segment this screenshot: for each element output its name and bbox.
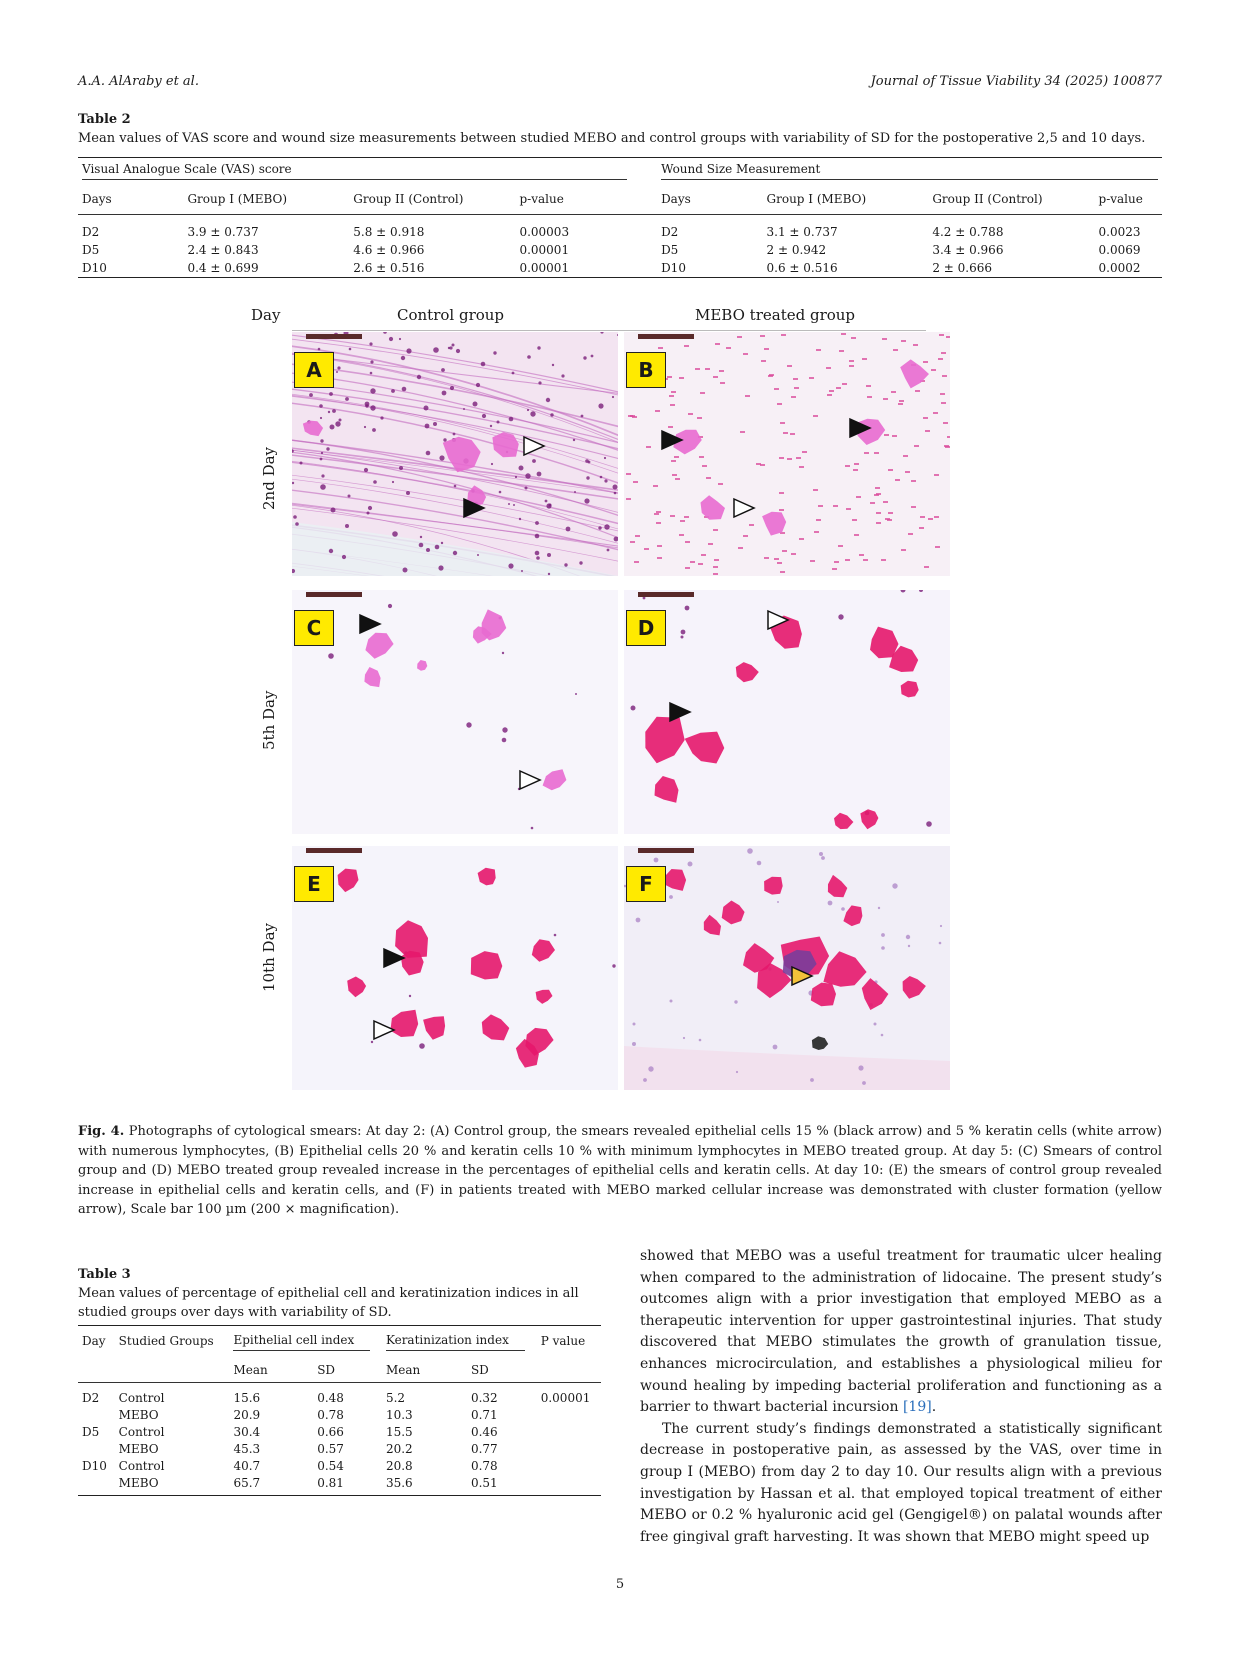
table2-cell: 0.0023 [1098, 225, 1141, 239]
table3-cell: D2 [82, 1390, 100, 1405]
scale-bar [638, 592, 694, 597]
body-text-span: showed that MEBO was a useful treatment for traumatic ulcer healing when compared to the administration of lidocaine. The present study’s outcomes align with a prior investigation that employed MEBO as a therapeutic intervention for upper gastrointestinal injuries. That study discovered that MEBO stimulates the growth of granulation tissue, enhances microcirculation, and establishes a physiological milieu for wound healing by impeding bacterial proliferation and functioning as a barrier to thwart bacterial incursion [640, 1248, 1162, 1416]
table3-cell: D10 [82, 1458, 107, 1473]
panel-label-b: B [626, 352, 666, 388]
micrograph-panel-c [292, 590, 618, 834]
table2-cell: 2 ± 0.942 [766, 243, 827, 257]
table2-cell: D5 [661, 243, 679, 257]
running-head-authors: A.A. AlAraby et al. [78, 74, 199, 89]
table3-cell: 45.3 [233, 1441, 261, 1456]
table3-cell: MEBO [118, 1441, 159, 1456]
day-label-10: 10th Day [260, 923, 278, 993]
table2-cell: 0.6 ± 0.516 [766, 261, 838, 275]
panel-label-c: C [294, 610, 334, 646]
table2-cell: D2 [661, 225, 679, 239]
table3-cell: 0.66 [317, 1424, 344, 1439]
table2-row [78, 259, 1162, 278]
running-head-journal: Journal of Tissue Viability 34 (2025) 100877 [870, 74, 1162, 89]
table2-group-wound: Wound Size Measurement [661, 162, 1158, 180]
table3-cell [78, 1440, 115, 1457]
table3-cell: 0.78 [317, 1407, 344, 1422]
table3-cell [537, 1474, 601, 1496]
table2-cell: 3.9 ± 0.737 [187, 225, 259, 239]
micrograph-panel-d [624, 590, 950, 834]
table2-cell: 0.00003 [519, 225, 570, 239]
table3-row [78, 1406, 601, 1423]
table3 [78, 1325, 601, 1496]
panel-label-a: A [294, 352, 334, 388]
figure-caption-text: Photographs of cytological smears: At day 2: (A) Control group, the smears revealed epithelial cells 15 % (black arrow) and 5 % keratin cells (white arrow) with numerous lymphocytes, (B) Epithelial cells 20 % and keratin cells 10 % with minimum lymphocytes in MEBO treated group. At day 5: (C) Smears of control group and (D) MEBO treated group revealed increase in the percentages of epithelial cells and keratin cells. At day 10: (E) the smears of control group revealed increase in epithelial cells and keratin cells, and (F) in patients treated with MEBO marked cellular increase was demonstrated with cluster formation (yellow arrow), Scale bar 100 µm (200 × magnification). [78, 1124, 1162, 1217]
table2-col-header: Group I (MEBO) [763, 184, 929, 215]
table3-head-mean: Mean [229, 1358, 313, 1383]
table2-cell: 5.8 ± 0.918 [353, 225, 425, 239]
table3-cell [537, 1423, 601, 1440]
table3-cell [537, 1457, 601, 1474]
table3-head-sd: SD [467, 1358, 537, 1383]
table2-cell: D5 [82, 243, 100, 257]
table2-cell: 0.0002 [1098, 261, 1141, 275]
citation-link[interactable]: [19] [902, 1399, 932, 1416]
table3-cell: 20.9 [233, 1407, 261, 1422]
table2-col-header: Group I (MEBO) [183, 184, 349, 215]
table3-cell: 0.57 [317, 1441, 344, 1456]
table2-cell: 0.00001 [519, 261, 570, 275]
body-paragraph [640, 1246, 1162, 1419]
table2-col-header: Group II (Control) [349, 184, 515, 215]
micrograph-panel-e [292, 846, 618, 1090]
table3-label: Table 3 [78, 1267, 131, 1282]
scale-bar [306, 334, 362, 339]
day-label-5: 5th Day [260, 690, 278, 750]
table3-cell: 0.71 [470, 1407, 498, 1422]
table3-cell [537, 1440, 601, 1457]
table3-cell: 0.78 [470, 1458, 498, 1473]
micrograph-panel-b [624, 332, 950, 576]
table3-cell: MEBO [118, 1475, 159, 1490]
table3-cell: 0.51 [470, 1475, 498, 1490]
table3-cell: Control [118, 1424, 165, 1439]
table3-row [78, 1423, 601, 1440]
scale-bar [638, 848, 694, 853]
table2-col-header: Group II (Control) [928, 184, 1094, 215]
table3-cell: 20.8 [385, 1458, 413, 1473]
table3-cell: 0.54 [317, 1458, 344, 1473]
table3-head-groups: Studied Groups [115, 1326, 230, 1383]
table3-cell: 0.32 [470, 1390, 498, 1405]
table2-caption-text: Mean values of VAS score and wound size measurements between studied MEBO and control groups with variability of SD for the postoperative 2,5 and 10 days. [78, 131, 1146, 146]
table2-cell: 3.4 ± 0.966 [932, 243, 1004, 257]
table3-cell: 15.6 [233, 1390, 261, 1405]
table3-cell: Control [118, 1458, 165, 1473]
table3-head-sd: SD [313, 1358, 382, 1383]
table3-row [78, 1440, 601, 1457]
table3-head-p: P value [537, 1326, 601, 1383]
figure-4-caption [78, 1122, 1162, 1220]
table3-cell: 35.6 [385, 1475, 413, 1490]
table3-row [78, 1474, 601, 1496]
table2-col-header: Days [78, 184, 183, 215]
figure-4 [251, 306, 990, 1114]
figure-col-day: Day [251, 306, 281, 324]
panel-label-d: D [626, 610, 666, 646]
table3-cell: 30.4 [233, 1424, 261, 1439]
table3-head-day: Day [78, 1326, 115, 1383]
panel-label-f: F [626, 866, 666, 902]
table2-group-vas: Visual Analogue Scale (VAS) score [82, 162, 627, 180]
body-paragraph: The current study’s findings demonstrated a statistically significant decrease in postoperative pain, as assessed by the VAS, over time in group I (MEBO) from day 2 to day 10. Our results align with a previous investigation by Hassan et al. that employed topical treatment of either MEBO or 0.2 % hyaluronic acid gel (Gengigel®) on palatal wounds after free gingival graft harvesting. It was shown that MEBO might speed up [640, 1420, 1162, 1545]
table3-cell: 5.2 [385, 1390, 406, 1405]
figure-col-control: Control group [397, 306, 505, 324]
table3-head-epi: Epithelial cell index [233, 1333, 370, 1351]
table2-cell: 2.6 ± 0.516 [353, 261, 425, 275]
table2-label: Table 2 [78, 112, 131, 127]
body-text-span: . [931, 1399, 937, 1416]
table2 [78, 157, 1162, 278]
page-number: 5 [615, 1577, 625, 1592]
body-text [640, 1246, 1162, 1548]
table2-cell: 2.4 ± 0.843 [187, 243, 259, 257]
table2-cell: 0.00001 [519, 243, 570, 257]
scale-bar [306, 848, 362, 853]
table3-head-mean: Mean [382, 1358, 467, 1383]
table3-cell: 40.7 [233, 1458, 261, 1473]
table2-col-header: Days [657, 184, 762, 215]
table3-cell: Control [118, 1390, 165, 1405]
table3-cell: 0.46 [470, 1424, 498, 1439]
table3-cell: 10.3 [385, 1407, 413, 1422]
table2-cell: 0.0069 [1098, 243, 1141, 257]
table2-cell: 0.4 ± 0.699 [187, 261, 259, 275]
table3-cell: 65.7 [233, 1475, 261, 1490]
table3-caption [78, 1265, 601, 1322]
table2-row [78, 215, 1162, 242]
table3-row [78, 1457, 601, 1474]
table3-cell [78, 1474, 115, 1496]
table2-cell: D2 [82, 225, 100, 239]
figure-caption-label: Fig. 4. [78, 1124, 125, 1139]
table3-cell [537, 1406, 601, 1423]
table3-cell: 0.00001 [540, 1390, 591, 1405]
scale-bar [638, 334, 694, 339]
table3-cell: 0.81 [317, 1475, 344, 1490]
panel-label-e: E [294, 866, 334, 902]
table3-cell: 15.5 [385, 1424, 413, 1439]
table3-cell [78, 1406, 115, 1423]
table2-cell: 4.6 ± 0.966 [353, 243, 425, 257]
table3-caption-text: Mean values of percentage of epithelial cell and keratinization indices in all studied groups over days with variability of SD. [78, 1286, 579, 1320]
micrograph-panel-f [624, 846, 950, 1090]
table3-row [78, 1383, 601, 1407]
table3-cell: 0.77 [470, 1441, 498, 1456]
table2-cell: 4.2 ± 0.788 [932, 225, 1004, 239]
table3-head-ker: Keratinization index [386, 1333, 525, 1351]
table2-col-header: p-value [1095, 184, 1162, 215]
table3-cell: 20.2 [385, 1441, 413, 1456]
table3-cell: D5 [82, 1424, 100, 1439]
scale-bar [306, 592, 362, 597]
figure-col-mebo: MEBO treated group [695, 306, 856, 324]
table2-cell: 3.1 ± 0.737 [766, 225, 838, 239]
table2-row [78, 241, 1162, 259]
table3-cell: MEBO [118, 1407, 159, 1422]
table2-caption [78, 110, 1162, 148]
table2-cell: D10 [661, 261, 686, 275]
table2-col-header: p-value [515, 184, 657, 215]
micrograph-panel-a [292, 332, 618, 576]
table2-cell: D10 [82, 261, 107, 275]
table3-cell: 0.48 [317, 1390, 344, 1405]
day-label-2: 2nd Day [260, 446, 278, 510]
table2-cell: 2 ± 0.666 [932, 261, 992, 275]
